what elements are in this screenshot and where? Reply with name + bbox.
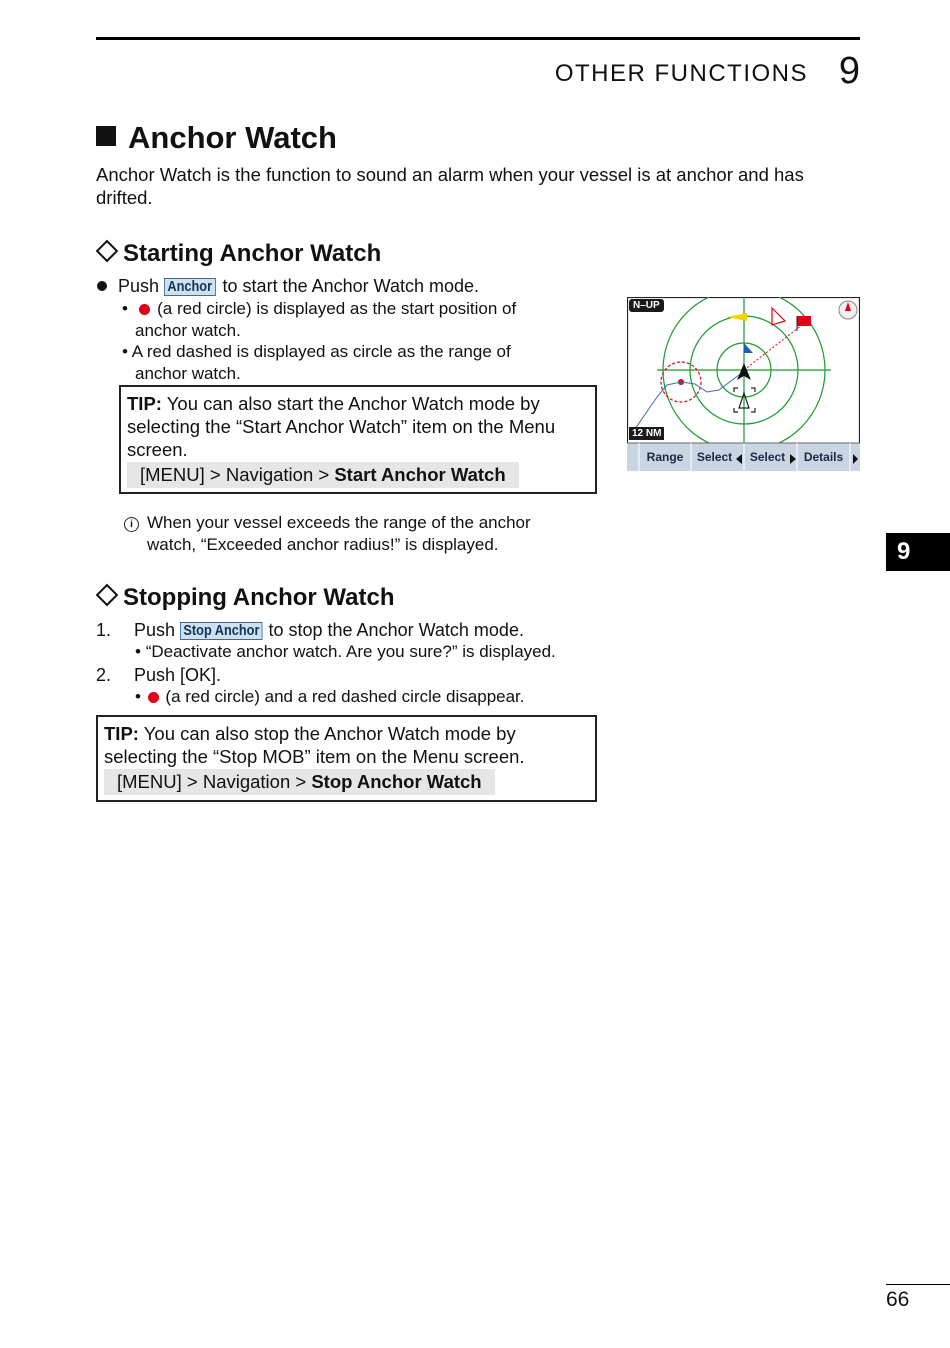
info-note: i When your vessel exceeds the range of the anchor [124,512,531,534]
starting-heading: Starting Anchor Watch [96,240,381,268]
step-1-bullet: • “Deactivate anchor watch. Are you sure?” is displayed. [135,642,556,661]
info-note-cont: watch, “Exceeded anchor radius!” is displayed. [147,535,499,554]
section-intro: Anchor Watch is the function to sound an alarm when your vessel is at anchor and has drifted. [96,164,804,208]
diamond-icon [96,584,119,607]
stop-anchor-key: Stop Anchor [180,622,263,640]
footer-rule [886,1284,950,1285]
bullet-icon [97,281,107,291]
chapter-number: 9 [838,50,860,92]
softkey-select-left: Select [696,450,733,464]
step-2-bullet: • (a red circle) and a red dashed circle disappear. [135,687,525,706]
softkey-range: Range [646,450,684,464]
info-icon: i [124,517,139,532]
stop-menu-path: [MENU] > Navigation > Stop Anchor Watch [104,769,495,795]
red-circle-icon [148,692,159,703]
step-2: 2. Push [OK]. [96,665,222,685]
start-bullet-2-cont: anchor watch. [135,364,241,383]
anchor-key: Anchor [164,278,215,296]
stop-tip-box: TIP: You can also stop the Anchor Watch mode by selecting the “Stop MOB” item on the Menu screen. [MENU] > Navigation > Stop Anchor Watch [96,715,597,802]
page-number: 66 [886,1288,910,1311]
softkey-details: Details [803,450,844,464]
red-circle-icon [139,304,150,315]
push-anchor-line: Push Anchor to start the Anchor Watch mode. [96,275,479,297]
start-tip-box: TIP: You can also start the Anchor Watch mode by selecting the “Start Anchor Watch” item on the Menu screen. [MENU] > Navigation > Start Anchor Watch [119,385,597,494]
step-1: 1. Push Stop Anchor to stop the Anchor Watch mode. [96,620,524,640]
header-rule [96,37,860,40]
chapter-title: OTHER FUNCTIONS [554,60,808,87]
stopping-heading: Stopping Anchor Watch [96,584,395,612]
start-bullet-1: • (a red circle) is displayed as the start position of [122,299,517,318]
chapter-tab: 9 [886,533,950,571]
orientation-badge: N–UP [629,299,664,312]
start-bullet-1-cont: anchor watch. [135,321,241,340]
softkey-select-right: Select [749,450,786,464]
square-bullet-icon [96,126,116,146]
range-badge: 12 NM [629,427,664,440]
start-bullet-2: • A red dashed is displayed as circle as the range of [122,342,511,361]
section-title: Anchor Watch [96,120,337,156]
radar-screen [627,297,860,471]
start-menu-path: [MENU] > Navigation > Start Anchor Watch [127,462,519,488]
diamond-icon [96,240,119,263]
